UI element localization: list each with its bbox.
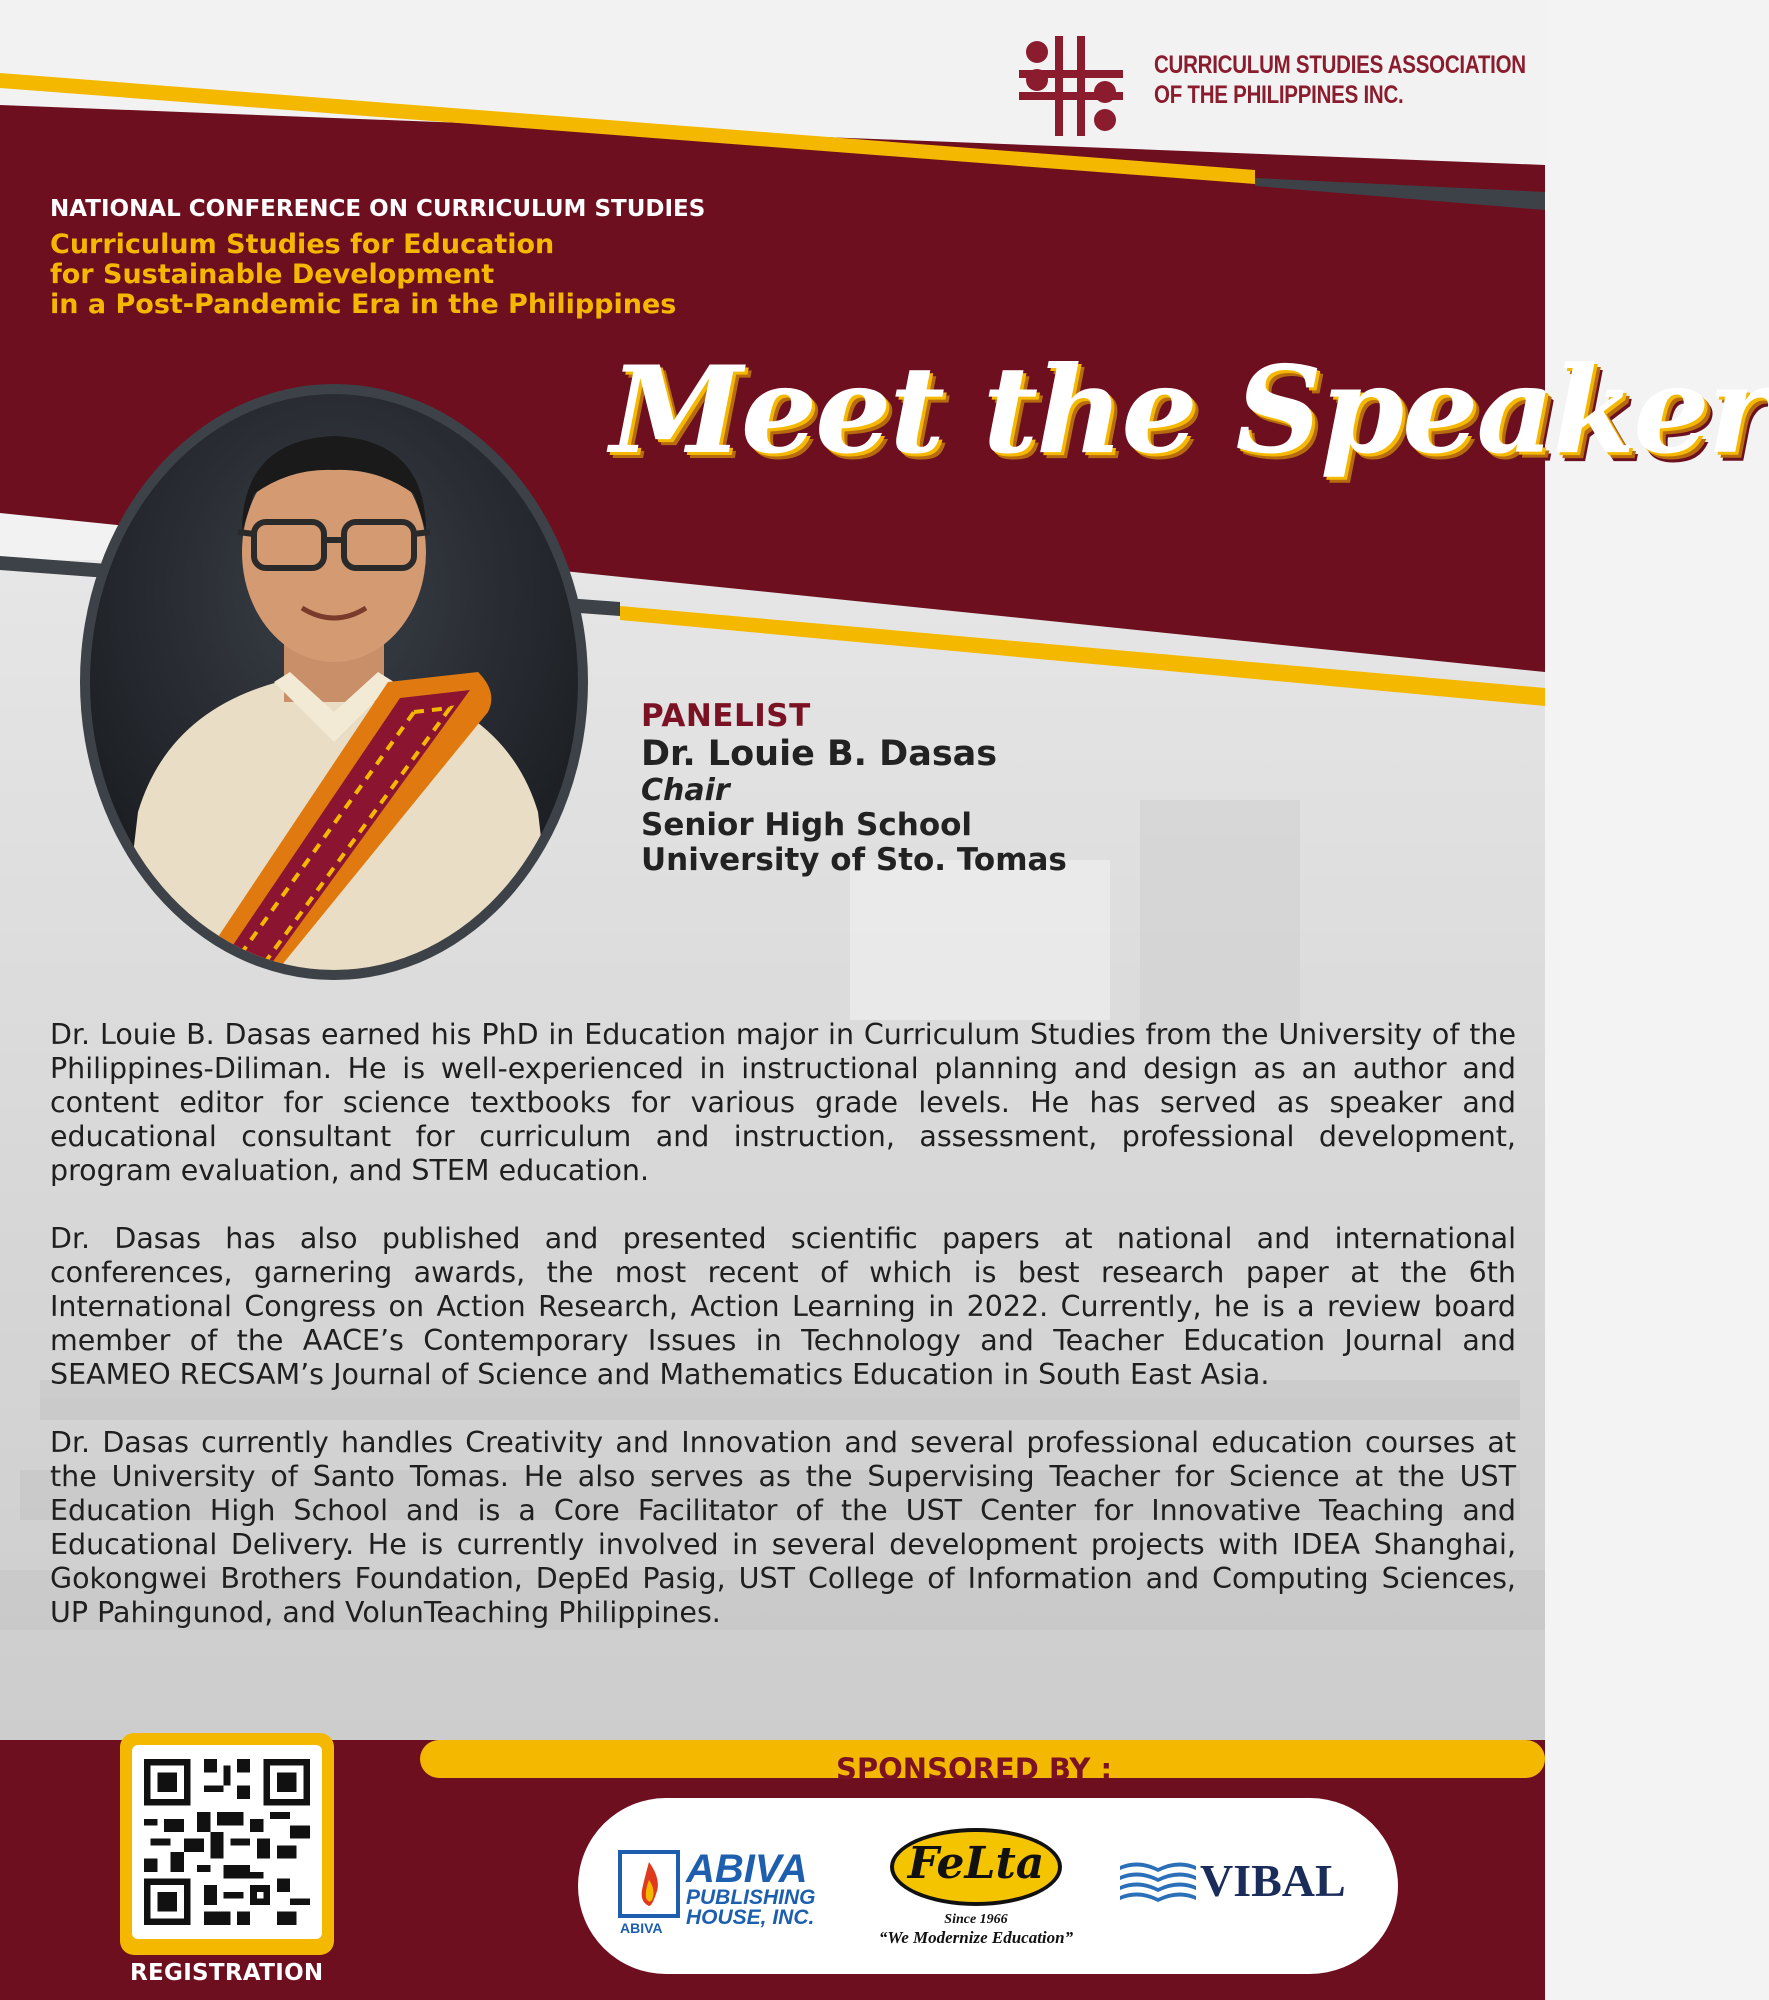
felta-since: Since 1966: [944, 1912, 1008, 1927]
bio-paragraph: Dr. Dasas currently handles Creativity and Innovation and several professional education courses at the University of Santo Tomas. He also serves as the Supervising Teacher for Science at the UST Education High School and is a Core Facilitator of the UST Center for Innovative Teaching and Educational Delivery. He is currently involved in several development projects with IDEA Shanghai, Gokongwei Brothers Foundation, DepEd Pasig, UST College of Information and Computing Sciences, UP Pahingunod, and VolunTeaching Philippines.: [50, 1426, 1516, 1629]
abiva-logo: [618, 1847, 858, 1940]
felta-wordmark: FeLta: [907, 1838, 1045, 1889]
vibal-wordmark: VIBAL: [1200, 1855, 1346, 1906]
felta-slogan: “We Modernize Education”: [878, 1928, 1074, 1947]
vibal-logo: [1118, 1850, 1368, 1910]
bio-paragraph: Dr. Louie B. Dasas earned his PhD in Education major in Curriculum Studies from the University of the Philippines-Diliman. He is well-experienced in instructional planning and design as an author and content editor for science textbooks for various grade levels. He has served as speaker and educational consultant for curriculum and instruction, assessment, professional development, program evaluation, and STEM education.: [50, 1018, 1516, 1187]
speaker-position: Chair: [641, 773, 730, 808]
speaker-institution: University of Sto. Tomas: [641, 842, 1067, 878]
speaker-department: Senior High School: [641, 807, 973, 843]
registration-label: REGISTRATION: [130, 1960, 324, 1986]
felta-logo: [878, 1828, 1088, 1958]
bio-paragraph: Dr. Dasas has also published and presented scientific papers at national and international conferences, garnering awards, the most recent of which is best research paper at the 6th International Congress on Action Research, Action Learning in 2022. Currently, he is a review board member of the AACE’s Contemporary Issues in Technology and Teacher Education Journal and SEAMEO RECSAM’s Journal of Science and Mathematics Education in South East Asia.: [50, 1222, 1516, 1391]
registration-qr-code[interactable]: [120, 1733, 334, 1955]
abiva-tag: ABIVA: [620, 1920, 663, 1936]
abiva-publishing: PUBLISHING: [686, 1886, 816, 1909]
organization-name-line1: CURRICULUM STUDIES ASSOCIATION: [1154, 51, 1526, 79]
abiva-flame-icon: [618, 1850, 680, 1920]
conference-theme-line2: for Sustainable Development: [50, 259, 495, 290]
qr-code-icon: [144, 1757, 310, 1927]
abiva-wordmark: [686, 1847, 816, 1929]
speaker-photo: [78, 382, 590, 982]
speaker-role: PANELIST: [641, 698, 811, 734]
conference-theme-line1: Curriculum Studies for Education: [50, 229, 555, 260]
conference-theme-line3: in a Post-Pandemic Era in the Philippines: [50, 289, 677, 320]
speaker-biography: [50, 1018, 1516, 1664]
abiva-name: ABIVA: [686, 1847, 808, 1891]
vibal-book-icon: [1118, 1856, 1198, 1906]
speaker-name: Dr. Louie B. Dasas: [641, 734, 998, 774]
organization-name-line2: OF THE PHILIPPINES INC.: [1154, 81, 1404, 109]
sponsored-by-label: SPONSORED BY :: [836, 1752, 1113, 1786]
conference-theme: [50, 230, 676, 320]
csap-logo-icon: [1015, 30, 1127, 142]
conference-title: NATIONAL CONFERENCE ON CURRICULUM STUDIES: [50, 196, 706, 222]
abiva-house: HOUSE, INC.: [686, 1906, 815, 1929]
sponsor-logos-card: [578, 1798, 1398, 1974]
headline-meet-the-speaker: Meet the Speaker: [610, 340, 1769, 481]
organization-name: [1154, 50, 1526, 110]
